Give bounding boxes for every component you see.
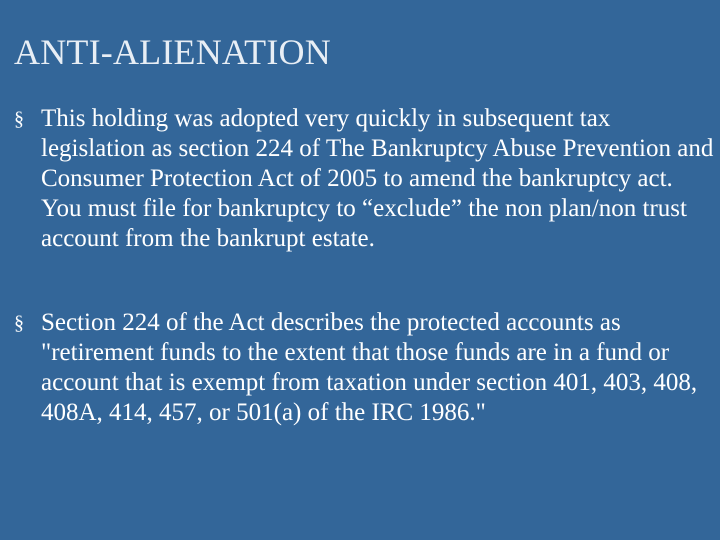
bullet-item: [14, 104, 714, 254]
bullet-text: This holding was adopted very quickly in subsequent tax legislation as section 224 of The Bankruptcy Abuse Prevention and Consumer Protection Act of 2005 to amend the bankruptcy act. You must file for bankruptcy to “exclude” the non plan/non trust account from the bankrupt estate.: [41, 105, 714, 252]
section-bullet-icon: §: [14, 312, 24, 334]
section-bullet-icon: §: [14, 108, 24, 130]
bullet-list: [14, 104, 714, 428]
slide-title: ANTI-ALIENATION: [14, 32, 331, 72]
bullet-text: Section 224 of the Act describes the protected accounts as "retirement funds to the extent that those funds are in a fund or account that is exempt from taxation under section 401, 403, 408, 408A, 414, 457, or 501(a) of the IRC 1986.": [41, 309, 698, 426]
bullet-item: [14, 308, 714, 428]
